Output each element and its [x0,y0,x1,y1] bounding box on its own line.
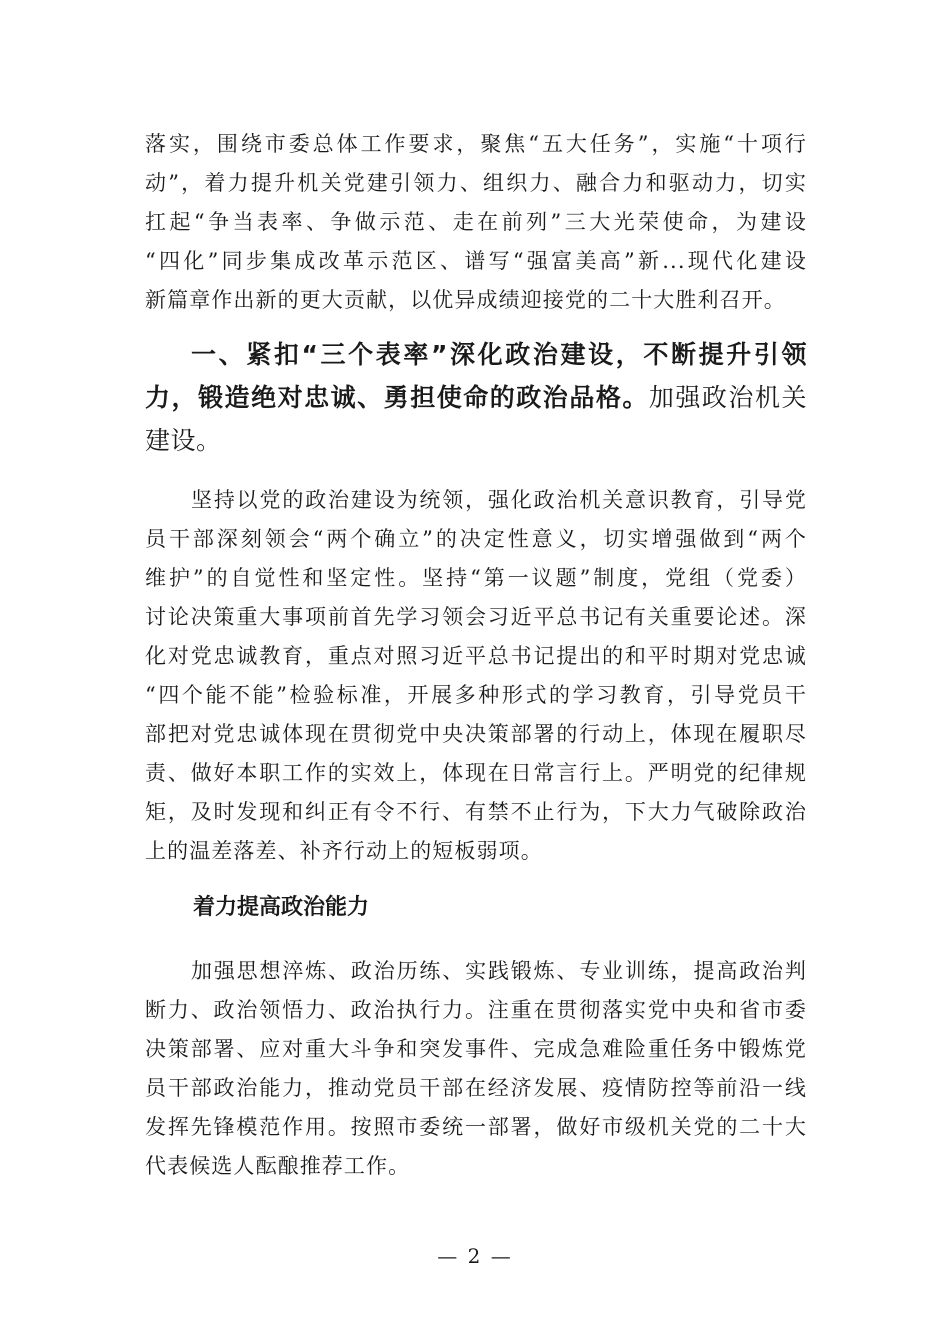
paragraph-line: 坚持以党的政治建设为统领，强化政治机关意识教育，引导党 [191,488,807,512]
page-number: — 2 — [437,1244,513,1268]
paragraph-line: 责、做好本职工作的实效上，体现在日常言行上。严明党的纪律规 [145,761,807,785]
heading-line: 建设。 [145,426,222,455]
body-paragraph-1 [145,481,807,871]
paragraph-line: 断力、政治领悟力、政治执行力。注重在贯彻落实党中央和省市委 [145,998,807,1022]
paragraph-line: 矩，及时发现和纠正有令不行、有禁不止行为，下大力气破除政治 [145,800,807,824]
intro-line: 扛起“争当表率、争做示范、走在前列”三大光荣使命，为建设 [145,210,807,234]
intro-line: 动”，着力提升机关党建引领力、组织力、融合力和驱动力，切实 [145,171,807,195]
heading-line: 一、紧扣“三个表率”深化政治建设，不断提升引领 [191,340,807,369]
paragraph-line: 加强思想淬炼、政治历练、实践锻炼、专业训练，提高政治判 [191,959,807,983]
paragraph-line: 代表候选人酝酿推荐工作。 [145,1154,411,1178]
intro-line: 新篇章作出新的更大贡献，以优异成绩迎接党的二十大胜利召开。 [145,288,786,312]
paragraph-line: 化对党忠诚教育，重点对照习近平总书记提出的和平时期对党忠诚 [145,644,807,668]
paragraph-line: 上的温差落差、补齐行动上的短板弱项。 [145,839,543,863]
intro-line: “四化”同步集成改革示范区、谱写“强富美高”新...现代化建设 [145,249,807,273]
paragraph-line: 员干部政治能力，推动党员干部在经济发展、疫情防控等前沿一线 [145,1076,807,1100]
intro-line: 落实，围绕市委总体工作要求，聚焦“五大任务”，实施“十项行 [145,132,807,156]
heading-bold-text: 力，锻造绝对忠诚、勇担使命的政治品格。 [145,383,649,412]
paragraph-line: 维护”的自觉性和坚定性。坚持“第一议题”制度，党组（党委） [145,566,807,590]
paragraph-line: “四个能不能”检验标准，开展多种形式的学习教育，引导党员干 [145,683,807,707]
section-heading-2: 着力提高政治能力 [193,895,370,920]
paragraph-line: 讨论决策重大事项前首先学习领会习近平总书记有关重要论述。深 [145,605,807,629]
body-paragraph-2 [145,952,807,1186]
heading-line [145,376,807,419]
paragraph-line: 发挥先锋模范作用。按照市委统一部署，做好市级机关党的二十大 [145,1115,807,1139]
heading-normal-text: 加强政治机关 [648,383,807,412]
intro-paragraph [145,125,807,320]
paragraph-line: 决策部署、应对重大斗争和突发事件、完成急难险重任务中锻炼党 [145,1037,807,1061]
paragraph-line: 员干部深刻领会“两个确立”的决定性意义，切实增强做到“两个 [145,527,807,551]
section-heading-1 [145,333,807,462]
paragraph-line: 部把对党忠诚体现在贯彻党中央决策部署的行动上，体现在履职尽 [145,722,807,746]
